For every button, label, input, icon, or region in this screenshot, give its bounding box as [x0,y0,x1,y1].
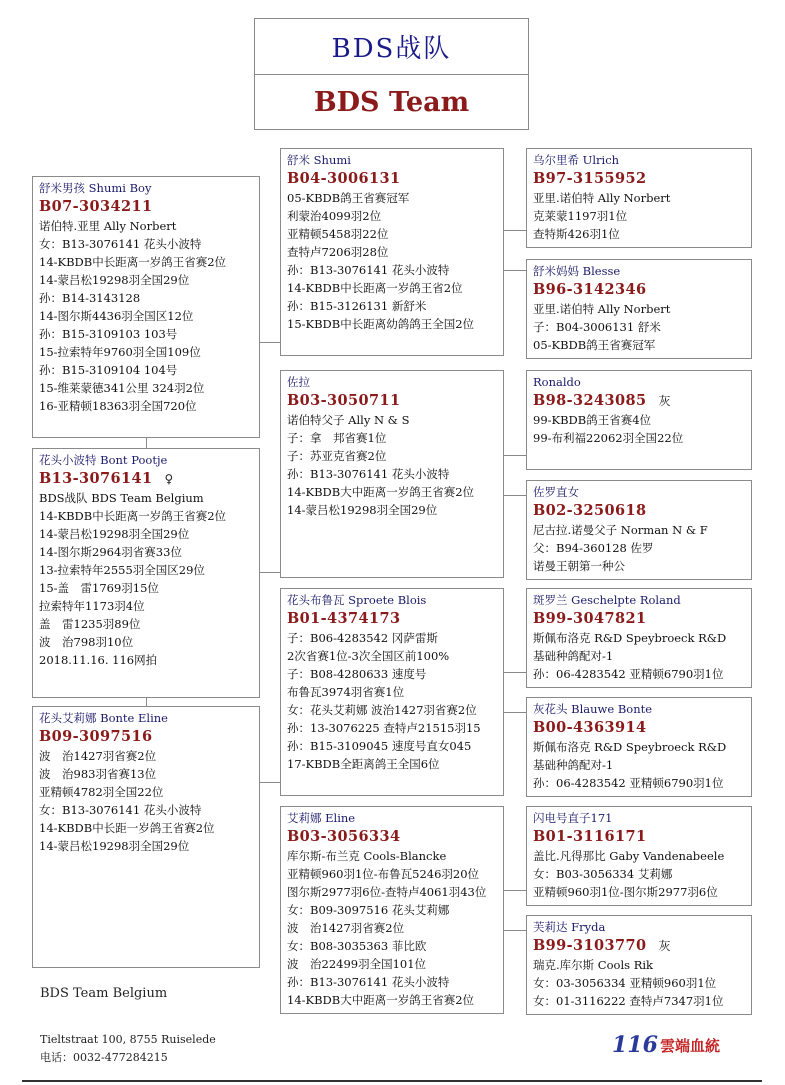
info-line: 05-KBDB鸽王省赛冠军 [287,191,410,205]
info-line: 女：B13-3076141 花头小波特 [39,803,202,817]
sex-symbol: ♀ [164,472,174,486]
info-line: 孙：13-3076225 查特卢21515羽15 [287,721,481,735]
pigeon-name: 舒米 Shumi [287,153,351,167]
info-line: 14-蒙吕松19298羽全国29位 [287,503,438,517]
pigeon-name: 闪电号直子171 [533,811,613,825]
info-line: 子：苏亚克省赛2位 [287,449,387,463]
info-line: 亚精顿4782羽全国22位 [39,785,164,799]
info-line: 17-KBDB全距离鸽王全国6位 [287,757,440,771]
footer-address: Tieltstraat 100, 8755 Ruiselede [40,1033,216,1046]
info-line: 子：拿 邦省赛1位 [287,431,387,445]
connector [504,270,526,271]
info-line: 女：B13-3076141 花头小波特 [39,237,202,251]
ring-number: B07-3034211 [39,198,153,215]
info-line: 诺伯特父子 Ally N & S [287,413,410,427]
logo-number: 116 [612,1032,658,1058]
info-line: 孙：B15-3109103 103号 [39,327,178,341]
connector [504,230,526,231]
pigeon-name: 花头小波特 Bont Pootje [39,453,168,467]
pigeon-name: 佐罗直女 [533,485,579,499]
info-line: 14-KBDB中长距离一岁鸽王省赛2位 [39,255,227,269]
info-line: 亚精顿5458羽22位 [287,227,389,241]
info-line: 亚里.诺伯特 Ally Norbert [533,191,671,205]
info-line: 波 治983羽省赛13位 [39,767,157,781]
connector [260,572,280,573]
brand-logo [612,1028,722,1058]
info-line: 孙：B13-3076141 花头小波特 [287,975,450,989]
info-line: 99-KBDB鸽王省赛4位 [533,413,652,427]
ring-number: B99-3103770 灰 [533,937,671,954]
info-line: 尼古拉.诺曼父子 Norman N & F [533,523,708,537]
info-line: 14-蒙吕松19298羽全国29位 [39,839,190,853]
info-line: 99-布利福22062羽全国22位 [533,431,684,445]
pigeon-name: 佐拉 [287,375,310,389]
info-line: 诺曼王朝第一种公 [533,559,625,573]
info-line: 14-KBDB中长距一岁鸽王省赛2位 [39,821,215,835]
pigeon-card-dddam [280,806,504,1014]
connector [504,930,526,931]
info-line: 子：B08-4280633 速度号 [287,667,427,681]
connector [260,782,280,783]
connector [146,698,147,706]
pigeon-card-ddsd [526,697,752,797]
connector [504,672,526,673]
info-line: 2018.11.16. 116网拍 [39,653,158,667]
ring-number: B01-4374173 [287,610,401,627]
info-line: 14-蒙吕松19298羽全国29位 [39,273,190,287]
info-line: 波 治1427羽省赛2位 [287,921,405,935]
info-line: 孙：B15-3126131 新舒米 [287,299,427,313]
info-line: 14-KBDB大中距离一岁鸽王省赛2位 [287,993,475,1007]
pigeon-card-subject [32,176,260,438]
logo-text: 雲端血統 [659,1037,720,1055]
info-line: 孙：B15-3109045 速度号直女045 [287,739,472,753]
info-line: 15-拉索特年9760羽全国109位 [39,345,201,359]
pigeon-card-dddd [526,915,752,1015]
info-line: 15-KBDB中长距离幼鸽鸽王全国2位 [287,317,475,331]
title-box [254,18,529,130]
team-title-english: BDS Team [313,87,470,118]
pigeon-name: 花头艾莉娜 Bonte Eline [39,711,168,725]
info-line: 克莱蒙1197羽1位 [533,209,628,223]
info-line: 亚里.诺伯特 Ally Norbert [533,302,671,316]
pigeon-card-damsire [280,370,504,578]
info-line: 女：花头艾莉娜 波治1427羽省赛2位 [287,703,477,717]
info-line: 斯佩布洛克 R&D Speybroeck R&D [533,631,727,645]
pigeon-card-ssd [526,259,752,359]
pigeon-name: 舒米妈妈 Blesse [533,264,621,278]
info-line: 05-KBDB鸽王省赛冠军 [533,338,656,352]
pigeon-name: Ronaldo [533,375,581,389]
info-line: 基础种鸽配对-1 [533,649,614,663]
info-line: 女：03-3056334 亚精顿960羽1位 [533,976,717,990]
pigeon-name: 花头布鲁瓦 Sproete Blois [287,593,427,607]
info-line: 孙：06-4283542 亚精顿6790羽1位 [533,667,724,681]
pigeon-name: 芙莉达 Fryda [533,920,606,934]
info-line: 拉索特年1173羽4位 [39,599,145,613]
info-line: 孙：B13-3076141 花头小波特 [287,263,450,277]
info-line: 诺伯特.亚里 Ally Norbert [39,219,177,233]
pigeon-card-ddsire [280,588,504,796]
ring-number: B13-3076141 ♀ [39,470,174,487]
info-line: 波 治22499羽全国101位 [287,957,427,971]
info-line: 基础种鸽配对-1 [533,758,614,772]
info-line: 孙：B13-3076141 花头小波特 [287,467,450,481]
info-line: 盖比.凡得那比 Gaby Vandenabeele [533,849,725,863]
pigeon-card-damdam [32,706,260,968]
ring-number: B04-3006131 [287,170,401,187]
pigeon-name: 灰花头 Blauwe Bonte [533,702,653,716]
ring-number: B09-3097516 [39,728,153,745]
info-line: 14-KBDB中长距离一岁鸽王省2位 [287,281,463,295]
info-line: 瑞克.库尔斯 Cools Rik [533,958,653,972]
pigeon-card-ddds [526,806,752,906]
ring-number: B97-3155952 [533,170,647,187]
connector [504,495,526,496]
ring-number: B02-3250618 [533,502,647,519]
info-line: 斯佩布洛克 R&D Speybroeck R&D [533,740,727,754]
ring-number: B03-3056334 [287,828,401,845]
info-line: 14-KBDB中长距离一岁鸽王省赛2位 [39,509,227,523]
info-line: 13-拉索特年2555羽全国区29位 [39,563,205,577]
connector [504,455,526,456]
connector [146,438,147,448]
pigeon-name: 乌尔里希 Ulrich [533,153,620,167]
pigeon-card-dss [526,370,752,470]
info-line: 查特斯426羽1位 [533,227,620,241]
info-line: 孙：B15-3109104 104号 [39,363,178,377]
info-line: 子：B06-4283542 冈萨雷斯 [287,631,438,645]
connector [260,342,280,343]
footer-team-name: BDS Team Belgium [40,986,168,1001]
info-line: 16-亚精顿18363羽全国720位 [39,399,197,413]
info-line: 亚精顿960羽1位-布鲁瓦5246羽20位 [287,867,480,881]
info-line: 14-蒙吕松19298羽全国29位 [39,527,190,541]
info-line: 父：B94-360128 佐罗 [533,541,654,555]
ring-number: B01-3116171 [533,828,647,845]
info-line: 布鲁瓦3974羽省赛1位 [287,685,405,699]
info-line: 女：B08-3035363 菲比欧 [287,939,427,953]
info-line: 15-维莱蒙德341公里 324羽2位 [39,381,205,395]
color-label: 灰 [658,939,671,953]
info-line: 图尔斯2977羽6位-查特卢4061羽43位 [287,885,487,899]
info-line: 15-盖 雷1769羽15位 [39,581,159,595]
pigeon-card-dsd [526,480,752,580]
pigeon-card-ddss [526,588,752,688]
info-line: 波 治1427羽省赛2位 [39,749,157,763]
info-line: 孙：B14-3143128 [39,291,141,305]
info-line: 库尔斯-布兰克 Cools-Blancke [287,849,447,863]
info-line: 利蒙治4099羽2位 [287,209,382,223]
ring-number: B99-3047821 [533,610,647,627]
info-line: 女：B09-3097516 花头艾莉娜 [287,903,450,917]
info-line: 孙：06-4283542 亚精顿6790羽1位 [533,776,724,790]
ring-number: B00-4363914 [533,719,647,736]
connector [504,712,526,713]
ring-number: B96-3142346 [533,281,647,298]
info-line: 盖 雷1235羽89位 [39,617,141,631]
team-title-chinese: BDS战队 [255,19,528,75]
info-line: 2次省赛1位-3次全国区前100% [287,649,450,663]
info-line: 女：01-3116222 查特卢7347羽1位 [533,994,724,1008]
info-line: 查特卢7206羽28位 [287,245,389,259]
info-line: 14-图尔斯4436羽全国区12位 [39,309,194,323]
ring-number: B98-3243085 灰 [533,392,671,409]
info-line: 子：B04-3006131 舒米 [533,320,661,334]
pigeon-card-sire [280,148,504,356]
info-line: 14-KBDB大中距离一岁鸽王省赛2位 [287,485,475,499]
info-line: BDS战队 BDS Team Belgium [39,491,204,505]
pigeon-name: 舒米男孩 Shumi Boy [39,181,152,195]
bottom-rule [22,1080,762,1082]
connector [504,890,526,891]
color-label: 灰 [658,394,671,408]
pigeon-name: 艾莉娜 Eline [287,811,356,825]
pigeon-card-dam [32,448,260,698]
info-line: 14-图尔斯2964羽省赛33位 [39,545,182,559]
info-line: 女：B03-3056334 艾莉娜 [533,867,673,881]
ring-number: B03-3050711 [287,392,401,409]
pigeon-card-sss [526,148,752,248]
info-line: 亚精顿960羽1位-图尔斯2977羽6位 [533,885,718,899]
info-line: 波 治798羽10位 [39,635,134,649]
pigeon-name: 斑罗兰 Geschelpte Roland [533,593,681,607]
footer-phone: 电话：0032-477284215 [40,1051,168,1064]
